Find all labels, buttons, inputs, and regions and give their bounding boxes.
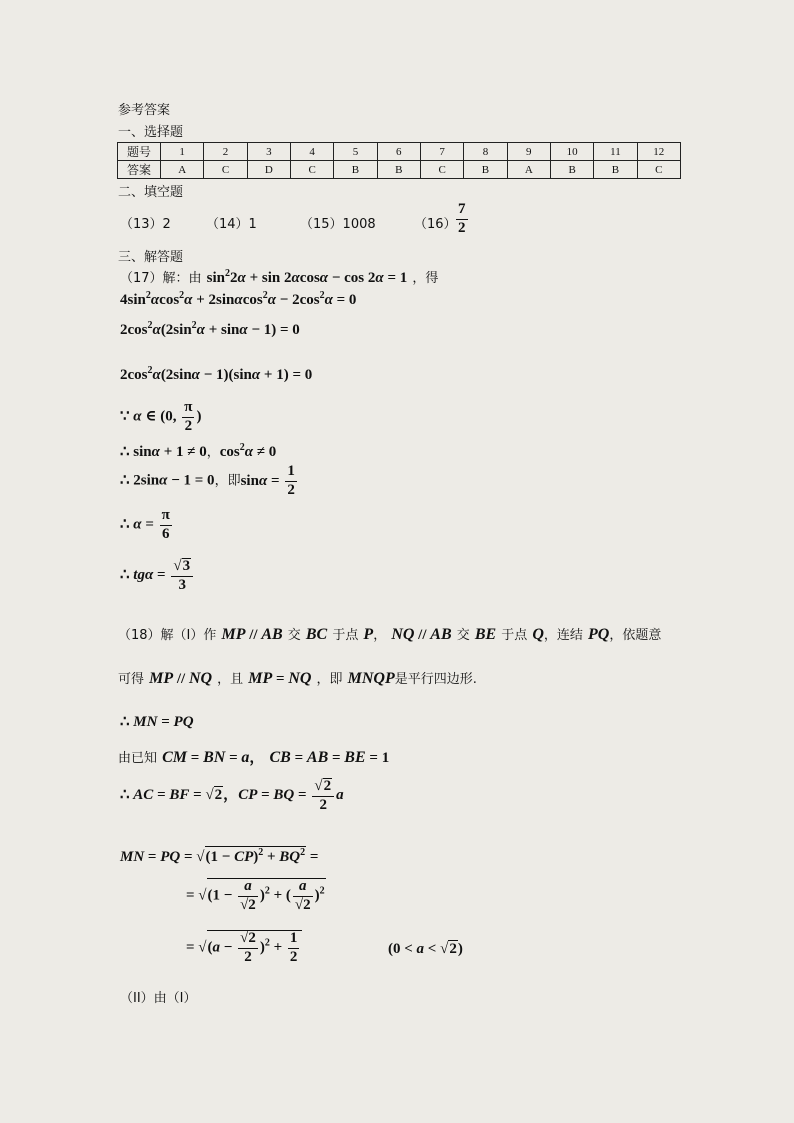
table-cell: C: [420, 161, 463, 179]
p17-line8: ∴ α = $\frac{\pi}{6}$: [120, 507, 170, 542]
p18-cross2: 交: [456, 628, 470, 643]
p17-intro: （17）解：由: [120, 271, 202, 286]
table-cell: C: [204, 161, 247, 179]
p18-at-point1: 于点: [332, 628, 359, 643]
table-row: [118, 161, 681, 179]
p18-at-point2: 于点: [501, 628, 528, 643]
fraction-numerator: 7: [456, 202, 468, 220]
p17-comma: ，: [206, 445, 220, 460]
table-cell: 6: [377, 143, 420, 161]
p18-l2b: ，且: [217, 672, 244, 687]
table-cell: 8: [464, 143, 507, 161]
table-cell: 7: [420, 143, 463, 161]
table-cell: 2: [204, 143, 247, 161]
table-cell: C: [637, 161, 680, 179]
fill-answer-14: （14）1: [206, 217, 257, 232]
p17-line9: ∴ tgα = $\frac{√3}{3}$: [120, 558, 195, 594]
table-header-answer: 答案: [118, 161, 161, 179]
table-cell: 4: [290, 143, 333, 161]
p18-line7: = √(1 − $\frac{a}{√2}$ )$^2$ + ( $\frac{a}{√2}$ )$^2$: [186, 878, 325, 913]
p18-part2: （II）由（I）: [120, 991, 197, 1006]
table-cell: B: [594, 161, 637, 179]
table-cell: B: [550, 161, 593, 179]
p17-line4: $2\cos^2\alpha(2\sin\alpha - 1)(\sin\alpha + 1) = 0$: [120, 365, 313, 383]
table-cell: 3: [247, 143, 290, 161]
p18-known: 由已知: [118, 751, 158, 766]
p18-by-problem: ，依题意: [609, 628, 662, 643]
p18-line5: ∴ AC = BF = √2，CP = BQ = $\frac{√2}{2}$ a: [120, 778, 344, 813]
p17-line6: ∴ sinα + 1 ≠ 0，$\cos^2\alpha \ne 0$: [120, 442, 277, 460]
answer-table: [117, 142, 681, 179]
p17-line3: $2\cos^2\alpha(2\sin^2\alpha + \sin\alpha - 1) = 0$: [120, 320, 300, 338]
table-cell: A: [161, 161, 204, 179]
p18-cross1: 交: [287, 628, 301, 643]
p18-connect: ，连结: [543, 628, 583, 643]
fill-answer-15: （15）1008: [300, 217, 376, 232]
fill-answer-16-fraction: [454, 202, 470, 237]
p18-l2a: 可得: [118, 672, 145, 687]
table-cell: 1: [161, 143, 204, 161]
p18-line6: MN = PQ = $√(1 - CP)^2 + BQ^2$ =: [120, 847, 319, 865]
fill-answer-13: （13）2: [120, 217, 171, 232]
p18-line1: （18）解（I）作 MP // AB 交 BC 于点 P， NQ // AB 交 BE 于点 Q，连结 PQ，依题意: [118, 626, 662, 643]
table-cell: D: [247, 161, 290, 179]
p18-line2: 可得 MP // NQ ，且 MP = NQ ，即 MNQP是平行四边形.: [118, 670, 477, 687]
p17-ie: ，即: [214, 473, 241, 489]
p18-line3: ∴ MN = PQ: [120, 714, 194, 730]
table-cell: B: [334, 161, 377, 179]
p17-get: ，得: [412, 271, 439, 286]
p17-line7: ∴ 2sinα − 1 = 0，即sinα = $\frac{1}{2}$: [120, 463, 295, 498]
table-row: [118, 143, 681, 161]
p18-intro: （18）解（I）作: [118, 628, 217, 643]
p18-range: (0 < a < √2): [388, 941, 463, 957]
table-cell: 9: [507, 143, 550, 161]
p17-line1: （17）解：由 $\sin^22\alpha + \sin 2\alpha\cos\alpha - \cos 2\alpha = 1$ ，得: [120, 268, 439, 286]
section-choice-heading: 一、选择题: [118, 125, 184, 140]
table-cell: 5: [334, 143, 377, 161]
p18-comma: ，: [373, 628, 387, 643]
table-cell: 12: [637, 143, 680, 161]
table-cell: 10: [550, 143, 593, 161]
section-solve-heading: 三、解答题: [118, 250, 184, 265]
fill-answer-16-label: （16）: [414, 217, 457, 232]
p17-line5: ∵ α ∈ (0, $\frac{\pi}{2}$ ): [120, 399, 202, 434]
p18-l2c: ，即: [316, 672, 343, 687]
table-cell: 11: [594, 143, 637, 161]
p17-line2: $4\sin^2\alpha\cos^2\alpha + 2\sin\alpha\cos^2\alpha - 2\cos^2\alpha = 0$: [120, 290, 357, 308]
table-cell: B: [464, 161, 507, 179]
p18-line8: = √(a − $\frac{√2}{2}$ )$^2$ + $\frac{1}{2}$: [186, 930, 302, 966]
page-title: 参考答案: [118, 103, 171, 118]
table-cell: C: [290, 161, 333, 179]
section-fill-heading: 二、填空题: [118, 185, 184, 200]
fraction-denominator: 2: [458, 219, 466, 236]
table-header-number: 题号: [118, 143, 161, 161]
table-cell: B: [377, 161, 420, 179]
p18-line4: 由已知 CM = BN = a， CB = AB = BE = 1: [118, 749, 390, 766]
table-cell: A: [507, 161, 550, 179]
p18-l2d: 是平行四边形.: [394, 672, 477, 687]
